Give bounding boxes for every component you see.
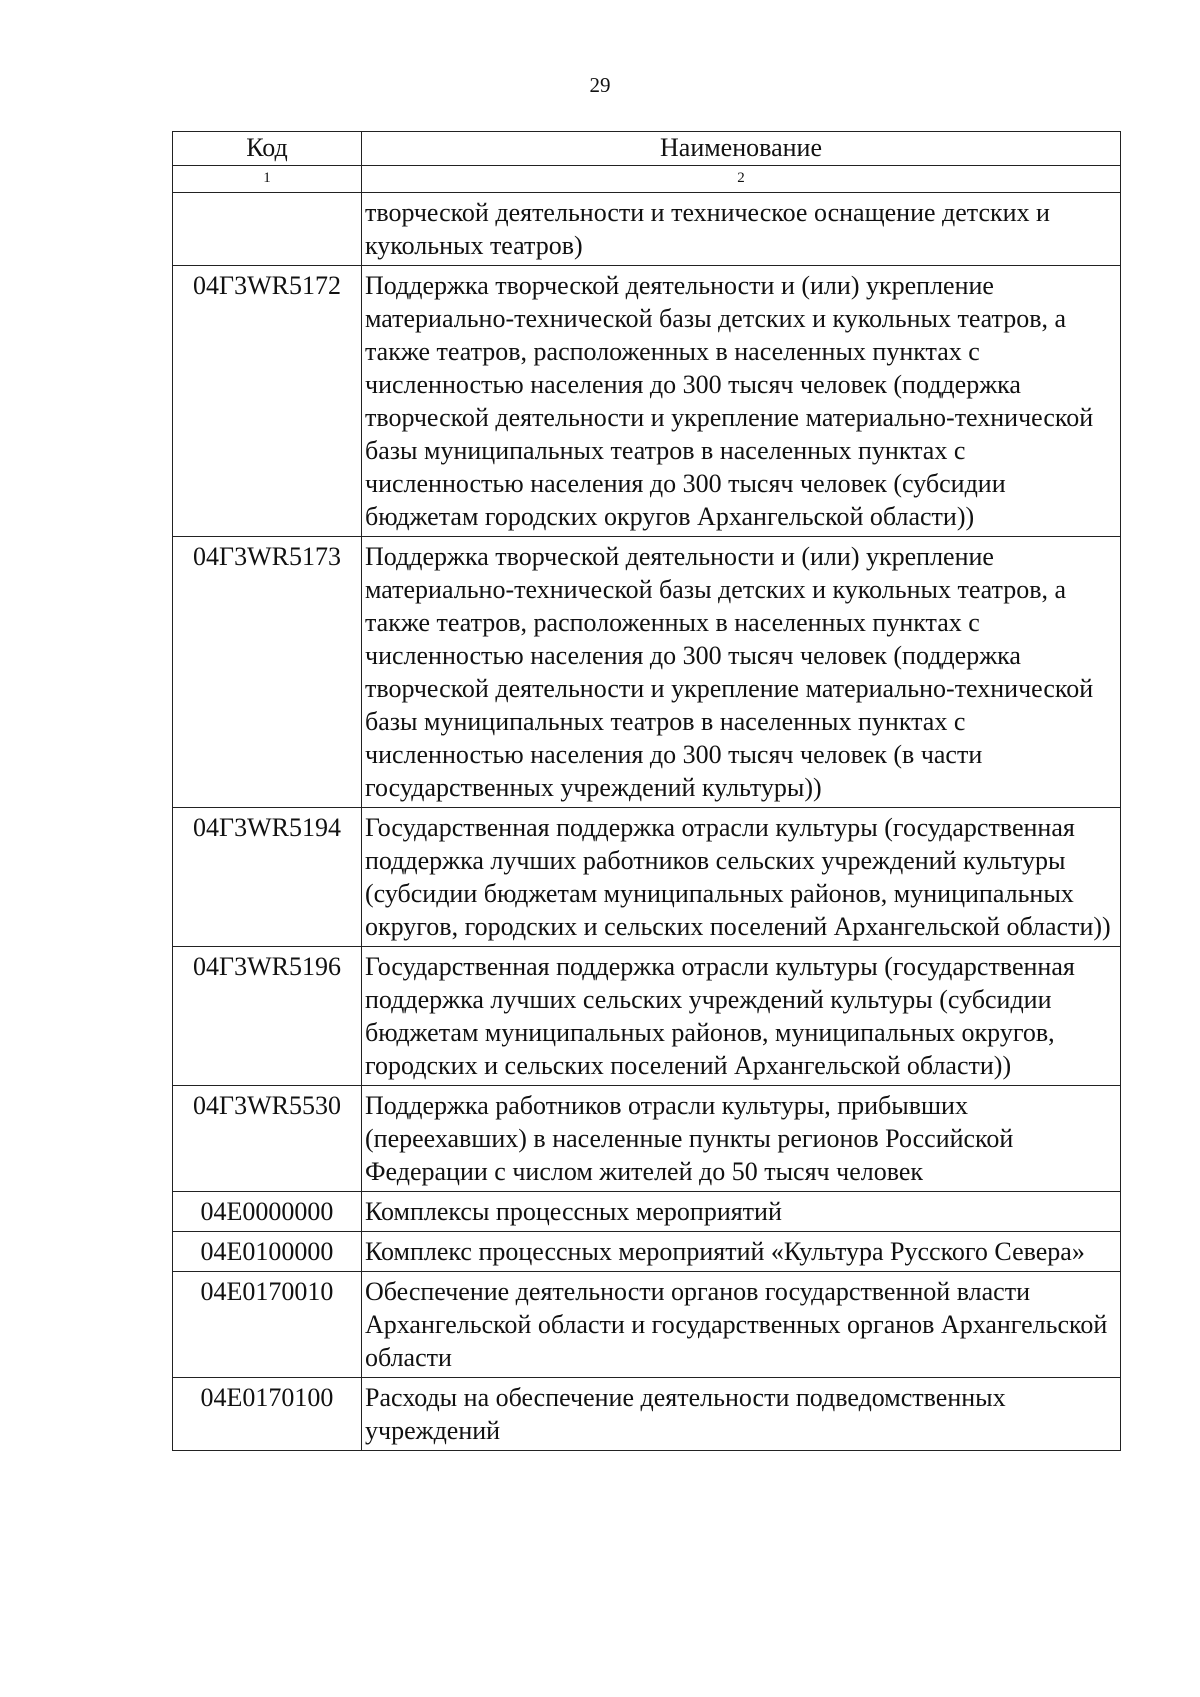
row-code [173, 193, 362, 266]
header-row [173, 132, 1121, 166]
column-number-2: 2 [362, 166, 1121, 193]
page-number: 29 [589, 73, 611, 97]
row-name: Комплекс процессных мероприятий «Культура Русского Севера» [362, 1232, 1121, 1272]
row-code: 04Г3WR5173 [173, 537, 362, 808]
row-code: 04Г3WR5172 [173, 266, 362, 537]
row-name: Государственная поддержка отрасли культуры (государственная поддержка лучших сельских учреждений культуры (субсидии бюджетам муниципальных районов, муниципальных округов, городских и сельских поселений Архангельской области)) [362, 947, 1121, 1086]
row-code: 04Е0000000 [173, 1192, 362, 1232]
row-code: 04Г3WR5196 [173, 947, 362, 1086]
row-name: Государственная поддержка отрасли культуры (государственная поддержка лучших работников сельских учреждений культуры (субсидии бюджетам муниципальных районов, муниципальных округов, городских и сельских поселений Архангельской области)) [362, 808, 1121, 947]
table-row [173, 1378, 1121, 1451]
header-name: Наименование [362, 132, 1121, 166]
row-name: творческой деятельности и техническое оснащение детских и кукольных театров) [362, 193, 1121, 266]
budget-code-table [172, 131, 1121, 1451]
row-name: Поддержка работников отрасли культуры, прибывших (переехавших) в населенные пункты регионов Российской Федерации с числом жителей до 50 тысяч человек [362, 1086, 1121, 1192]
column-number-row [173, 166, 1121, 193]
row-code: 04Е0170100 [173, 1378, 362, 1451]
row-name: Поддержка творческой деятельности и (или) укрепление материально-технической базы детских и кукольных театров, а также театров, расположенных в населенных пунктах с численностью населения до 300 тысяч человек (поддержка творческой деятельности и укрепление материально-технической базы муниципальных театров в населенных пунктах с численностью населения до 300 тысяч человек (субсидии бюджетам городских округов Архангельской области)) [362, 266, 1121, 537]
header-code: Код [173, 132, 362, 166]
table-row [173, 1232, 1121, 1272]
table-row [173, 193, 1121, 266]
table-row [173, 266, 1121, 537]
row-name: Поддержка творческой деятельности и (или) укрепление материально-технической базы детских и кукольных театров, а также театров, расположенных в населенных пунктах с численностью населения до 300 тысяч человек (поддержка творческой деятельности и укрепление материально-технической базы муниципальных театров в населенных пунктах с численностью населения до 300 тысяч человек (в части государственных учреждений культуры)) [362, 537, 1121, 808]
table-row [173, 1192, 1121, 1232]
row-code: 04Г3WR5194 [173, 808, 362, 947]
row-name: Комплексы процессных мероприятий [362, 1192, 1121, 1232]
table-row [173, 537, 1121, 808]
table-row [173, 1272, 1121, 1378]
table-row [173, 1086, 1121, 1192]
row-code: 04Е0170010 [173, 1272, 362, 1378]
row-code: 04Г3WR5530 [173, 1086, 362, 1192]
row-code: 04Е0100000 [173, 1232, 362, 1272]
row-name: Обеспечение деятельности органов государственной власти Архангельской области и государственных органов Архангельской области [362, 1272, 1121, 1378]
column-number-1: 1 [173, 166, 362, 193]
row-name: Расходы на обеспечение деятельности подведомственных учреждений [362, 1378, 1121, 1451]
table-row [173, 947, 1121, 1086]
table-row [173, 808, 1121, 947]
